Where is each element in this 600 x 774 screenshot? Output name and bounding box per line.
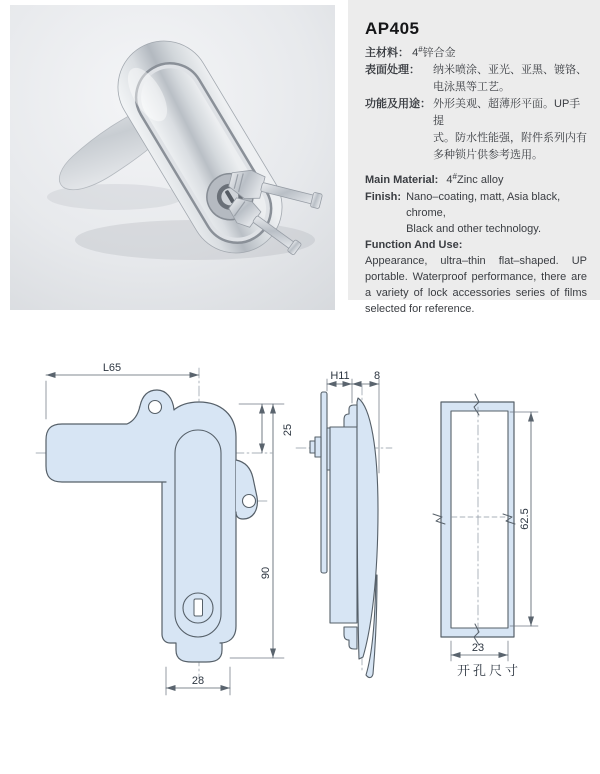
en-material-line bbox=[365, 172, 587, 189]
dim-label-depth: H11 bbox=[330, 370, 350, 382]
zh-finish-label: 表面处理： bbox=[365, 64, 420, 76]
cutout-drawing bbox=[433, 394, 538, 678]
rivet-bottom bbox=[344, 627, 357, 649]
zh-finish-value: 纳米喷涂、亚光、亚黑、镀铬、 电泳黑等工艺。 bbox=[433, 64, 587, 93]
en-finish-block bbox=[365, 189, 587, 237]
bolt-body bbox=[315, 437, 321, 457]
en-finish-label: Finish: bbox=[365, 191, 402, 203]
side-ear-outline bbox=[236, 460, 257, 519]
dim-label-width: 28 bbox=[191, 675, 205, 687]
dim-label-thickness: 8 bbox=[373, 370, 381, 382]
zh-material-value: 4#锌合金 bbox=[412, 45, 456, 59]
zh-function-value: 外形美观、超薄形平面。UP手提 式。防水性能强，附件系列内有 多种锁片供参考选用。 bbox=[433, 98, 587, 161]
technical-drawings bbox=[0, 345, 600, 725]
en-material-label: Main Material: bbox=[365, 174, 439, 186]
zh-function-block bbox=[365, 96, 587, 164]
english-specs bbox=[365, 172, 587, 317]
dim-label-height: 90 bbox=[260, 566, 272, 580]
cutout-inner-rect bbox=[451, 411, 508, 628]
mounting-hole-side bbox=[243, 495, 256, 508]
dim-label-cutout-height: 62.5 bbox=[519, 508, 531, 530]
zh-function-label: 功能及用途： bbox=[365, 98, 431, 110]
en-material-value: 4#Zinc alloy bbox=[446, 172, 504, 186]
dim-label-offset: 25 bbox=[282, 423, 294, 437]
lock-body-side bbox=[330, 427, 357, 623]
en-finish-value: Nano–coating, matt, Asia black, chrome, Black and other technology. bbox=[406, 191, 561, 235]
rivet-top bbox=[344, 405, 357, 427]
product-info-panel bbox=[348, 0, 600, 315]
zh-material-line bbox=[365, 45, 587, 62]
en-function-text: Appearance, ultra–thin flat–shaped. UP portable. Waterproof performance, there are a variety of lock accessories series of films selected for reference. bbox=[365, 255, 587, 315]
zh-material-label: 主材料： bbox=[365, 47, 409, 59]
mounting-hole-top bbox=[149, 401, 162, 414]
keyhole-slot bbox=[194, 599, 203, 616]
side-view-drawing bbox=[296, 370, 392, 678]
bolt-nut bbox=[310, 441, 315, 453]
en-function-label: Function And Use: bbox=[365, 239, 463, 251]
front-view-drawing bbox=[36, 362, 294, 695]
dim-label-length: L65 bbox=[102, 362, 122, 374]
zh-finish-block bbox=[365, 62, 587, 96]
cutout-caption: 开孔尺寸 bbox=[456, 663, 522, 678]
dim-label-cutout-width: 23 bbox=[471, 642, 485, 654]
product-photo bbox=[10, 5, 335, 310]
handle-plate-side bbox=[321, 392, 327, 573]
chinese-specs bbox=[365, 45, 587, 164]
lock-photo-illustration bbox=[10, 5, 335, 310]
product-model: AP405 bbox=[365, 19, 420, 38]
